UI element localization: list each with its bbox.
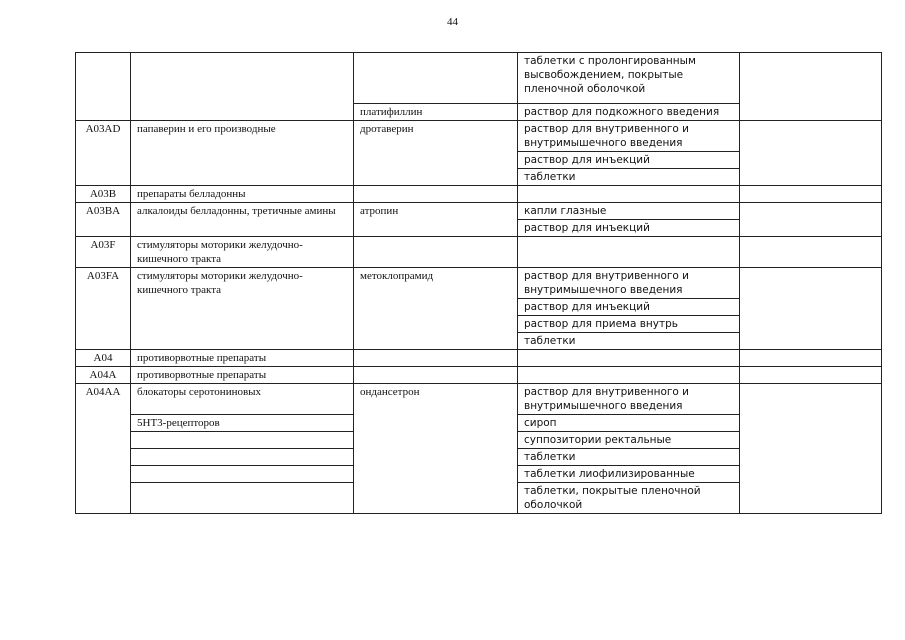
drug-cell [354, 186, 518, 203]
drug-cell [354, 350, 518, 367]
table-row [76, 367, 882, 384]
code-cell: A04A [76, 367, 131, 384]
form-cell: таблетки [518, 333, 740, 350]
group-cell: противорвотные препараты [131, 350, 354, 367]
code-cell: A04 [76, 350, 131, 367]
table-row [76, 384, 882, 415]
form-cell: раствор для инъекций [518, 220, 740, 237]
form-cell: таблетки лиофилизированные [518, 466, 740, 483]
drug-cell: атропин [354, 203, 518, 237]
group-cell: стимуляторы моторики желудочно-кишечного тракта [131, 237, 354, 268]
group-cell: 5HT3-рецепторов [131, 415, 354, 432]
table-row [76, 186, 882, 203]
form-cell: суппозитории ректальные [518, 432, 740, 449]
group-cell: папаверин и его производные [131, 121, 354, 186]
group-cell [131, 432, 354, 449]
code-cell: A03FA [76, 268, 131, 350]
table-row [76, 121, 882, 152]
group-cell [131, 466, 354, 483]
drug-cell [354, 237, 518, 268]
note-cell [740, 268, 882, 350]
form-cell: капли глазные [518, 203, 740, 220]
form-cell [518, 367, 740, 384]
form-cell: таблетки, покрытые пленочной оболочкой [518, 483, 740, 514]
drug-cell: метоклопрамид [354, 268, 518, 350]
form-cell: таблетки с пролонгированным высвобождением, покрытые пленочной оболочкой [518, 53, 740, 104]
form-cell [518, 350, 740, 367]
group-cell: алкалоиды белладонны, третичные амины [131, 203, 354, 237]
form-cell [518, 237, 740, 268]
group-cell [131, 53, 354, 121]
drug-cell [354, 367, 518, 384]
form-cell: таблетки [518, 169, 740, 186]
drug-cell: дротаверин [354, 121, 518, 186]
drug-cell: платифиллин [354, 104, 518, 121]
form-cell: раствор для инъекций [518, 152, 740, 169]
table-row [76, 350, 882, 367]
code-cell: A03AD [76, 121, 131, 186]
group-cell: противорвотные препараты [131, 367, 354, 384]
group-cell: препараты белладонны [131, 186, 354, 203]
note-cell [740, 121, 882, 186]
note-cell [740, 203, 882, 237]
note-cell [740, 186, 882, 203]
code-cell [76, 53, 131, 121]
drug-cell: ондансетрон [354, 384, 518, 514]
form-cell [518, 186, 740, 203]
code-cell: A03B [76, 186, 131, 203]
table-row [76, 268, 882, 299]
form-cell: раствор для приема внутрь [518, 316, 740, 333]
form-cell: таблетки [518, 449, 740, 466]
form-cell: раствор для внутривенного и внутримышечного введения [518, 384, 740, 415]
note-cell [740, 237, 882, 268]
note-cell [740, 384, 882, 514]
note-cell [740, 350, 882, 367]
code-cell: A03F [76, 237, 131, 268]
form-cell: сироп [518, 415, 740, 432]
form-cell: раствор для внутривенного и внутримышечного введения [518, 268, 740, 299]
group-cell [131, 483, 354, 514]
table-row [76, 237, 882, 268]
code-cell: A04AA [76, 384, 131, 514]
note-cell [740, 53, 882, 121]
group-cell: стимуляторы моторики желудочно-кишечного тракта [131, 268, 354, 350]
drug-table [75, 52, 882, 514]
form-cell: раствор для внутривенного и внутримышечного введения [518, 121, 740, 152]
code-cell: A03BA [76, 203, 131, 237]
form-cell: раствор для инъекций [518, 299, 740, 316]
form-cell: раствор для подкожного введения [518, 104, 740, 121]
group-cell: блокаторы серотониновых [131, 384, 354, 415]
note-cell [740, 367, 882, 384]
page-number: 44 [447, 16, 458, 28]
group-cell [131, 449, 354, 466]
table-row [76, 203, 882, 220]
drug-cell [354, 53, 518, 104]
table-row [76, 53, 882, 104]
